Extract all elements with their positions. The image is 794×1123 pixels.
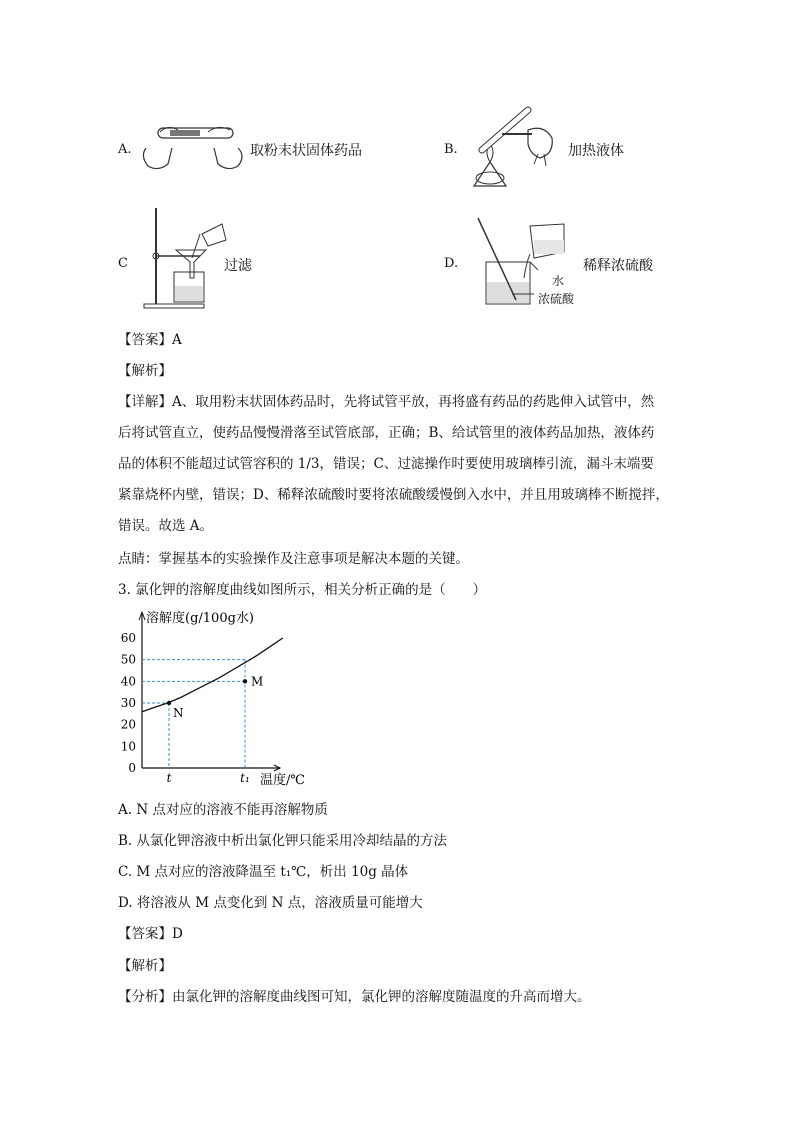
filtration-illustration (140, 204, 230, 312)
option-d-letter: D. (444, 256, 459, 271)
q3-stem: 3. 氯化钾的溶解度曲线如图所示，相关分析正确的是（ ） (118, 582, 487, 598)
y-tick-label: 40 (120, 674, 136, 689)
q2-comment: 点睛：掌握基本的实验操作及注意事项是解决本题的关键。 (118, 551, 469, 567)
chart-ylabel: 溶解度(g/100g水) (146, 611, 254, 626)
q3-option-d: D. 将溶液从 M 点变化到 N 点，溶液质量可能增大 (118, 895, 423, 911)
q2-detail-line: 错误。故选 A。 (118, 518, 214, 534)
powder-tube-illustration (138, 118, 248, 176)
option-b-letter: B. (444, 142, 458, 157)
y-tick-label: 50 (120, 652, 136, 667)
y-tick-label: 30 (120, 696, 136, 710)
q2-detail-line: 品的体积不能超过试管容积的 1/3，错误；C、过滤操作时要使用玻璃棒引流，漏斗末端要 (118, 456, 654, 472)
y-tick-label: 0 (128, 761, 136, 775)
q3-option-b: B. 从氯化钾溶液中析出氯化钾只能采用冷却结晶的方法 (118, 833, 448, 849)
label-concentrated-acid: 浓硫酸 (538, 292, 575, 306)
q3-analysis: 【分析】由氯化钾的溶解度曲线图可知，氯化钾的溶解度随温度的升高而增大。 (118, 989, 591, 1005)
y-tick-label: 10 (120, 739, 136, 754)
option-c-letter: C (118, 256, 128, 271)
label-water: 水 (552, 274, 565, 288)
point-n (167, 701, 171, 705)
q2-analysis-title: 【解析】 (118, 363, 172, 379)
point-label-n: N (173, 706, 184, 720)
q3-option-a: A. N 点对应的溶液不能再溶解物质 (118, 802, 328, 818)
q2-detail-line: 紧靠烧杯内壁，错误；D、稀释浓硫酸时要将浓硫酸缓慢倒入水中，并且用玻璃棒不断搅拌， (118, 487, 669, 503)
y-tick-label: 60 (120, 631, 136, 645)
q3-option-c: C. M 点对应的溶液降温至 t₁℃，析出 10g 晶体 (118, 864, 409, 880)
y-tick-label: 20 (120, 717, 136, 732)
chart-xlabel: 温度/℃ (260, 773, 305, 788)
option-c-caption: 过滤 (224, 258, 252, 274)
solubility-chart (112, 606, 322, 792)
point-m (243, 679, 247, 683)
q3-answer: 【答案】D (118, 926, 183, 942)
point-label-m: M (251, 674, 264, 689)
option-b-caption: 加热液体 (568, 143, 624, 159)
q2-detail-line: 【详解】A、取用粉末状固体药品时，先将试管平放，再将盛有药品的药匙伸入试管中，然 (118, 394, 655, 410)
q3-analysis-title: 【解析】 (118, 958, 172, 974)
x-tick-label: t₁ (240, 771, 250, 785)
x-tick-label: t (166, 771, 172, 785)
heating-liquid-illustration (462, 104, 567, 194)
option-d-caption: 稀释浓硫酸 (583, 258, 653, 274)
q2-answer: 【答案】A (118, 332, 182, 348)
q2-detail-line: 后将试管直立，使药品慢慢滑落至试管底部，正确；B、给试管里的液体药品加热，液体药 (118, 425, 655, 441)
option-a-letter: A. (118, 142, 132, 157)
option-a-caption: 取粉末状固体药品 (250, 143, 362, 159)
